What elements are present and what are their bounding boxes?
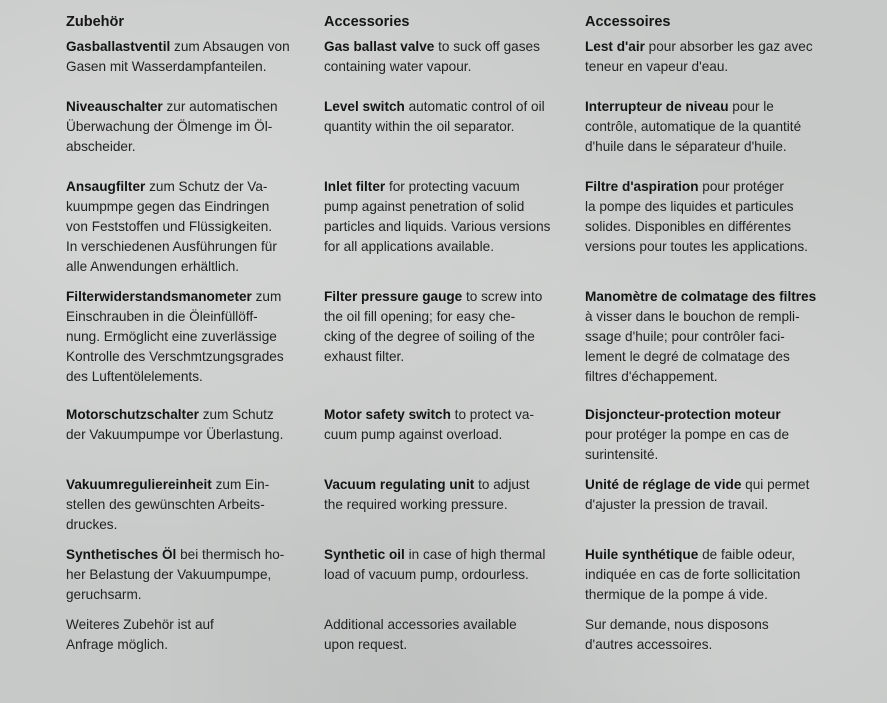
accessory-name: Synthetic oil bbox=[324, 547, 405, 562]
accessory-item bbox=[66, 545, 306, 605]
accessory-description: zur automatischen Überwachung der Ölmenge im Öl- abscheider. bbox=[66, 99, 278, 154]
accessory-item bbox=[585, 545, 825, 605]
accessory-name: Gasballastventil bbox=[66, 39, 171, 54]
accessory-name: Interrupteur de niveau bbox=[585, 99, 729, 114]
accessory-item bbox=[66, 287, 306, 387]
accessory-name: Disjoncteur-protection moteur bbox=[585, 407, 781, 422]
accessory-description: qui permet d'ajuster la pression de travail. bbox=[585, 477, 810, 512]
accessory-name: Inlet filter bbox=[324, 179, 386, 194]
accessory-description: zum Schutz der Va- kuumpmpe gegen das Eindringen von Feststoffen und Flüssigkeiten. In verschiedenen Ausführungen für alle Anwendungen erhältlich. bbox=[66, 179, 277, 274]
accessory-name: Huile synthétique bbox=[585, 547, 699, 562]
accessory-name: Filter pressure gauge bbox=[324, 289, 463, 304]
accessory-item bbox=[66, 177, 306, 277]
accessory-description: zum Ein- stellen des gewünschten Arbeits- druckes. bbox=[66, 477, 270, 532]
accessory-item bbox=[585, 405, 825, 465]
accessory-item bbox=[585, 475, 825, 515]
column-title: Accessories bbox=[324, 14, 410, 30]
accessory-description: pour protéger la pompe des liquides et particules solides. Disponibles en différentes versions pour toutes les applications. bbox=[585, 179, 808, 254]
accessory-name: Unité de réglage de vide bbox=[585, 477, 742, 492]
accessory-name: Synthetisches Öl bbox=[66, 547, 177, 562]
accessory-name: Niveauschalter bbox=[66, 99, 163, 114]
column-german bbox=[66, 12, 306, 652]
accessory-description: Sur demande, nous disposons d'autres accessoires. bbox=[585, 617, 769, 652]
accessory-name: Gas ballast valve bbox=[324, 39, 435, 54]
accessory-item bbox=[324, 37, 564, 77]
accessory-name: Manomètre de colmatage des filtres bbox=[585, 289, 817, 304]
accessory-description: in case of high thermal load of vacuum pump, ordourless. bbox=[324, 547, 546, 582]
column-title: Accessoires bbox=[585, 14, 671, 30]
accessory-name: Motor safety switch bbox=[324, 407, 451, 422]
accessory-item bbox=[66, 405, 306, 445]
accessory-name: Filterwiderstandsmanometer bbox=[66, 289, 252, 304]
accessory-item bbox=[66, 475, 306, 535]
accessory-item bbox=[324, 545, 564, 585]
accessory-item bbox=[324, 287, 564, 367]
accessory-item bbox=[66, 615, 306, 655]
accessory-description: zum Einschrauben in die Öleinfüllöff- nung. Ermöglicht eine zuverlässige Kontrolle des Verschmtzungsgrades des Luftentölelements. bbox=[66, 289, 284, 384]
accessory-description: Additional accessories available upon request. bbox=[324, 617, 517, 652]
accessory-name: Motorschutzschalter bbox=[66, 407, 199, 422]
accessory-description: de faible odeur, indiquée en cas de forte sollicitation thermique de la pompe á vide. bbox=[585, 547, 801, 602]
accessory-item bbox=[585, 37, 825, 77]
accessory-description: Weiteres Zubehör ist auf Anfrage möglich. bbox=[66, 617, 214, 652]
accessory-name: Filtre d'aspiration bbox=[585, 179, 699, 194]
accessory-item bbox=[324, 97, 564, 137]
accessory-description: pour le contrôle, automatique de la quantité d'huile dans le séparateur d'huile. bbox=[585, 99, 802, 154]
accessory-description: bei thermisch ho- her Belastung der Vakuumpumpe, geruchsarm. bbox=[66, 547, 285, 602]
accessory-item bbox=[585, 615, 825, 655]
accessory-description: zum Schutz der Vakuumpumpe vor Überlastung. bbox=[66, 407, 284, 442]
accessory-name: Lest d'air bbox=[585, 39, 645, 54]
accessory-name: Vakuumreguliereinheit bbox=[66, 477, 212, 492]
accessory-description: pour protéger la pompe en cas de surintensité. bbox=[585, 427, 790, 462]
accessory-item bbox=[324, 405, 564, 445]
accessory-item bbox=[324, 177, 564, 257]
accessory-description: for protecting vacuum pump against penetration of solid particles and liquids. Various versions for all applications available. bbox=[324, 179, 551, 254]
column-english bbox=[324, 12, 564, 652]
accessory-item bbox=[66, 97, 306, 157]
accessory-item bbox=[324, 615, 564, 655]
accessory-name: Ansaugfilter bbox=[66, 179, 146, 194]
accessory-name: Vacuum regulating unit bbox=[324, 477, 475, 492]
accessory-item bbox=[585, 287, 825, 387]
accessory-description: pour absorber les gaz avec teneur en vapeur d'eau. bbox=[585, 39, 813, 74]
accessory-item bbox=[66, 37, 306, 77]
accessory-description: automatic control of oil quantity within the oil separator. bbox=[324, 99, 545, 134]
accessory-description: zum Absaugen von Gasen mit Wasserdampfanteilen. bbox=[66, 39, 290, 74]
accessory-item bbox=[585, 177, 825, 257]
accessory-description: to screw into the oil fill opening; for easy che- cking of the degree of soiling of the exhaust filter. bbox=[324, 289, 543, 364]
accessory-description: to adjust the required working pressure. bbox=[324, 477, 530, 512]
accessory-name: Level switch bbox=[324, 99, 405, 114]
accessory-item bbox=[324, 475, 564, 515]
column-title: Zubehör bbox=[66, 14, 124, 30]
accessory-description: à visser dans le bouchon de rempli- ssage d'huile; pour contrôler faci- lement le degré de colmatage des filtres d'échappement. bbox=[585, 309, 800, 384]
accessory-description: to protect va- cuum pump against overload. bbox=[324, 407, 535, 442]
column-french bbox=[585, 12, 825, 652]
accessory-item bbox=[585, 97, 825, 157]
accessory-description: to suck off gases containing water vapour. bbox=[324, 39, 540, 74]
